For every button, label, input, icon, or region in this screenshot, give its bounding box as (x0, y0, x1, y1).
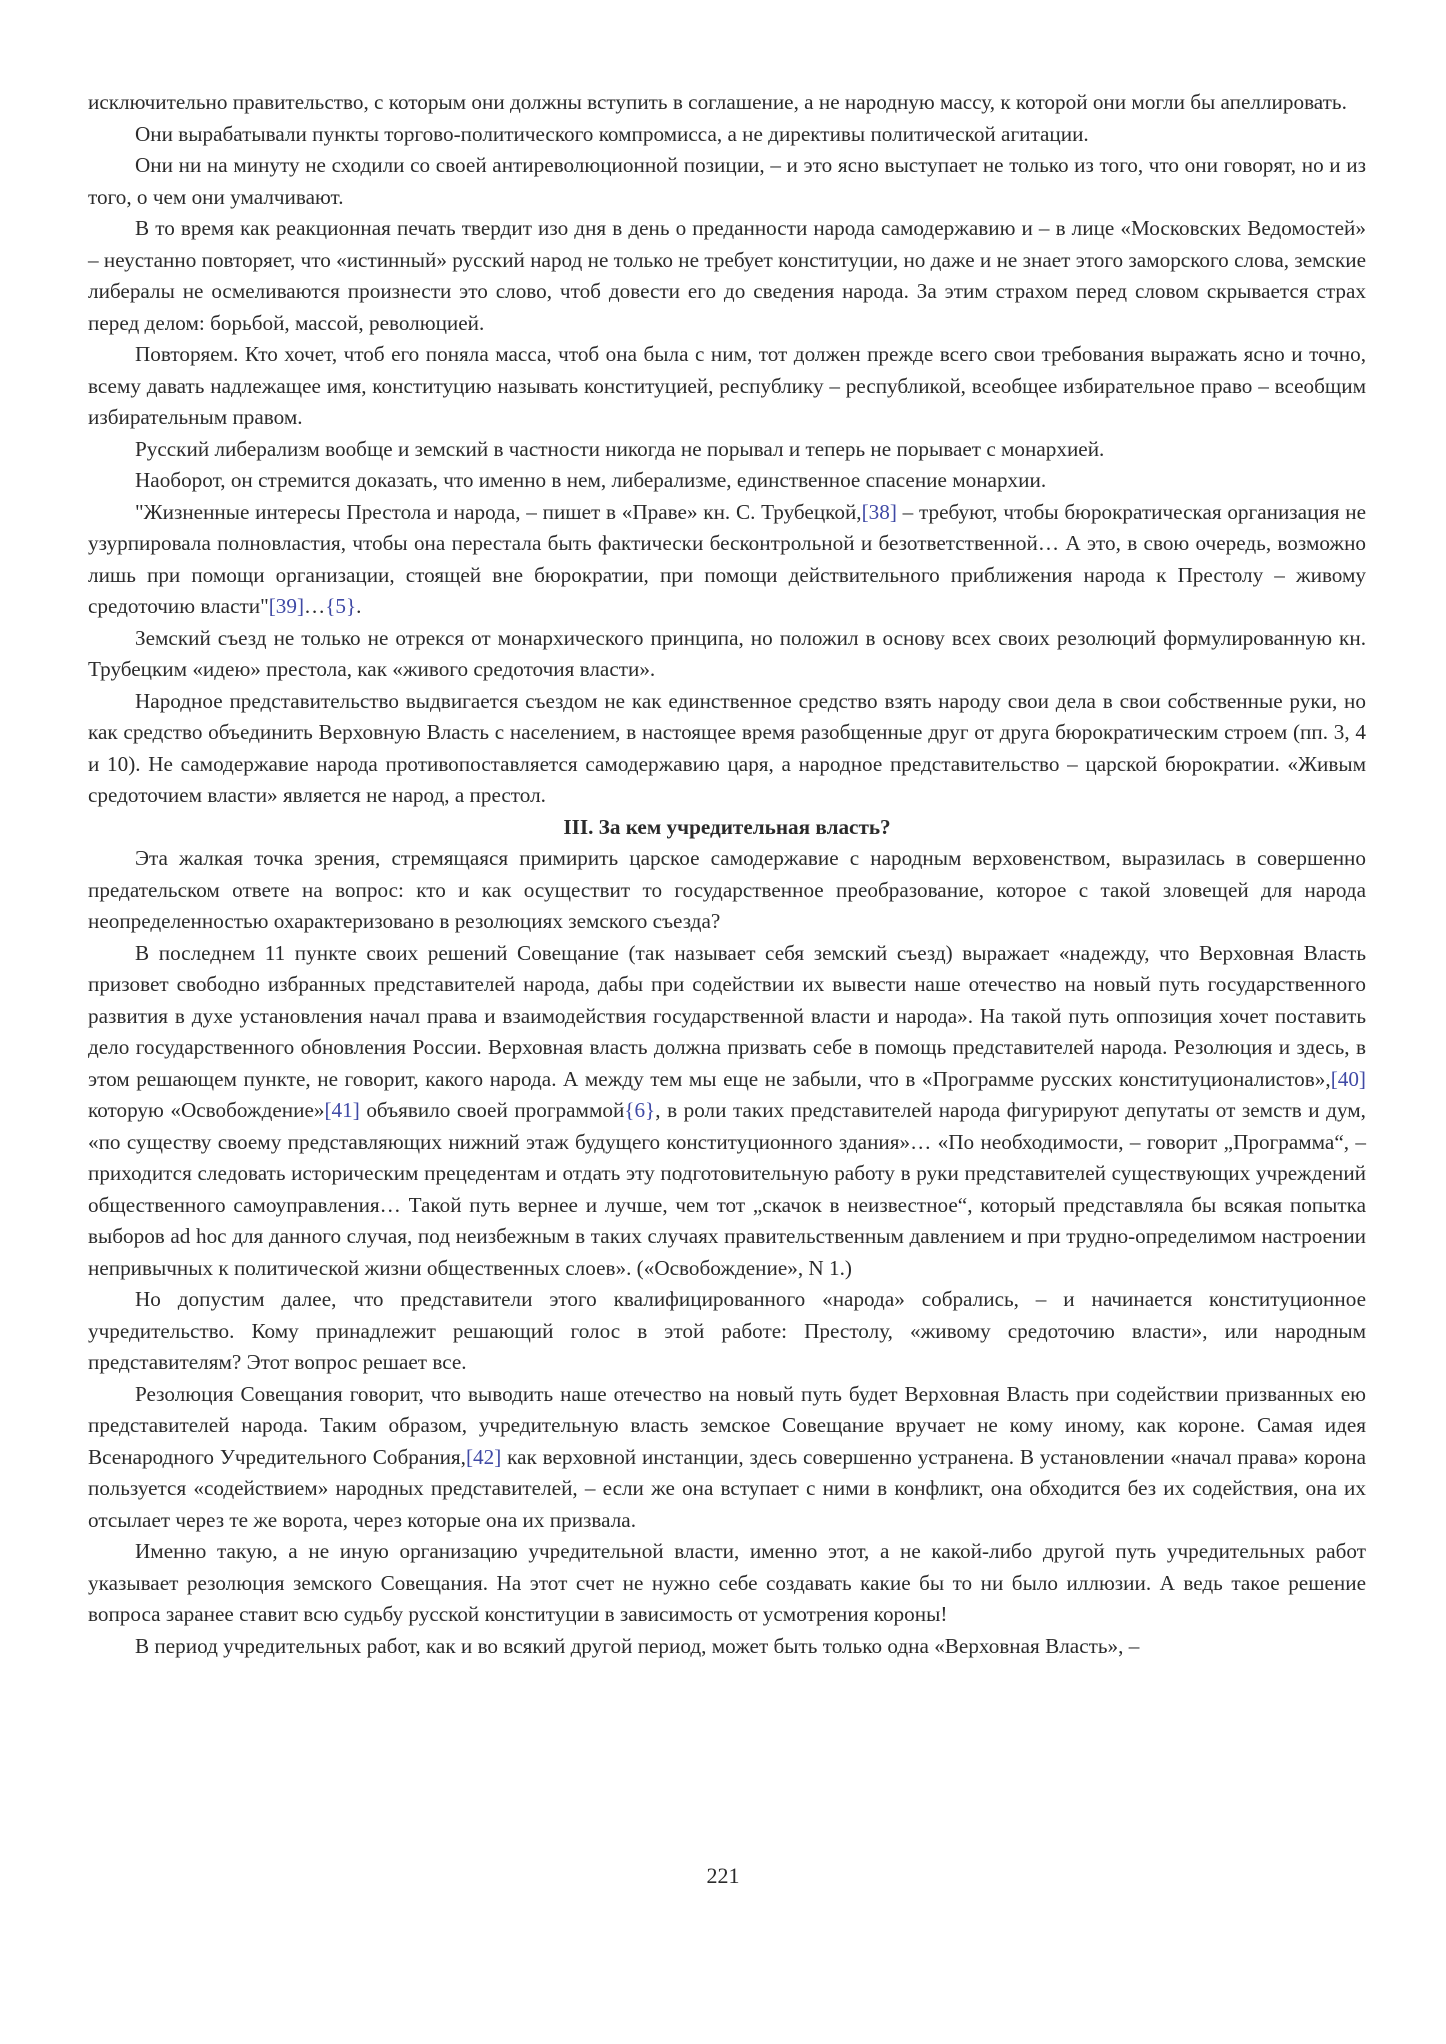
paragraph: Именно такую, а не иную организацию учредительной власти, именно этот, а не какой-либо другой путь учредительных работ указывает резолюция земского Совещания. На этот счет не нужно себе создавать какие бы то ни было иллюзии. А ведь такое решение вопроса заранее ставит всю судьбу русской конституции в зависимость от усмотрения короны! (88, 1539, 1366, 1626)
text-span: . (356, 594, 362, 618)
paragraph: Эта жалкая точка зрения, стремящаяся примирить царское самодержавие с народным верховенством, выразилась в совершенно предательском ответе на вопрос: кто и как осуществит то государственное преобразование, которое с такой зловещей для народа неопределенностью охарактеризовано в резолюциях земского съезда? (88, 846, 1366, 933)
paragraph: Земский съезд не только не отрекся от монархического принципа, но положил в основу всех своих резолюций формулированную кн. Трубецким «идею» престола, как «живого средоточия власти». (88, 625, 1366, 681)
footnote-link-41[interactable]: [41] (324, 1098, 360, 1122)
paragraph: Русский либерализм вообще и земский в частности никогда не порывал и теперь не порывает с монархией. (135, 436, 1105, 461)
text-span: которую «Освобождение» (88, 1098, 325, 1122)
text-span: объявило своей программой (359, 1098, 625, 1122)
paragraph: исключительно правительство, с которым они должны вступить в соглашение, а не народную массу, к которой они могли бы апеллировать. (88, 90, 1347, 114)
footnote-link-42[interactable]: [42] (465, 1444, 502, 1469)
page-body (88, 87, 1366, 1662)
text-span: "Жизненные интересы Престола и народа, – пишет в «Праве» кн. С. Трубецкой, (135, 499, 862, 524)
paragraph: Но допустим далее, что представители этого квалифицированного «народа» собрались, – и начинается конституционное учредительство. Кому принадлежит решающий голос в этой работе: Престолу, «живому средоточию власти», или народным представителям? Этот вопрос решает все. (88, 1287, 1366, 1374)
text-span: В последнем 11 пункте своих решений Совещание (так называет себя земский съезд) выражает «надежду, что Верховная Власть призовет свободно избранных представителей народа, дабы при содействии их вывести наше отечество на новый путь государственного развития в духе установления начал права и взаимодействия государственной власти и народа». На такой путь оппозиция хочет поставить дело государственного обновления России. Верховная власть должна призвать себе в помощь представителей народа. Резолюция и здесь, в этом решающем пункте, не говорит, какого народа. А между тем мы еще не забыли, что в «Программе русских конституционалистов», (88, 940, 1366, 1091)
paragraph: Повторяем. Кто хочет, чтоб его поняла масса, чтоб она была с ним, тот должен прежде всего свои требования выражать ясно и точно, всему давать надлежащее имя, конституцию называть конституцией, республику – республикой, всеобщее избирательное право – всеобщим избирательным правом. (88, 342, 1366, 429)
paragraph: Наоборот, он стремится доказать, что именно в нем, либерализме, единственное спасение монархии. (135, 468, 1047, 492)
footnote-link-40[interactable]: [40] (1330, 1066, 1366, 1091)
paragraph: Народное представительство выдвигается съездом не как единственное средство взять народу свои дела в свои собственные руки, но как средство объединить Верховную Власть с населением, в настоящее время разобщенные друг от друга бюрократическим строем (пп. 3, 4 и 10). Не самодержавие народа противопоставляется самодержавию царя, а народное представительство – царской бюрократии. «Живым средоточием власти» является не народ, а престол. (88, 688, 1366, 807)
footnote-link-6[interactable]: {6} (624, 1098, 656, 1122)
text-span: – требуют, чтобы бюрократическая организация не узурпировала полновластия, чтобы она перестала быть фактически бесконтрольной и безответственной… А это, в свою очередь, возможно лишь при помощи организации, стоящей вне бюрократии, при помощи действительного приближения народа к Престолу – живому средоточию власти" (88, 499, 1366, 618)
page-number: 221 (706, 1863, 740, 1888)
section-heading: III. За кем учредительная власть? (563, 814, 891, 839)
paragraph (88, 1379, 1366, 1537)
paragraph (88, 938, 1366, 1285)
paragraph: В период учредительных работ, как и во всякий другой период, может быть только одна «Верховная Власть», – (135, 1633, 1140, 1658)
footnote-link-39[interactable]: [39] (268, 594, 305, 618)
text-span: … (304, 594, 326, 618)
text-span: Резолюция Совещания говорит, что выводить наше отечество на новый путь будет Верховная Власть при содействии призванных ею представителей народа. Таким образом, учредительную власть земское Совещание вручает не кому иному, как короне. Самая идея Всенародного Учредительного Собрания, (88, 1381, 1366, 1469)
paragraph-quote (88, 497, 1366, 623)
paragraph: Они ни на минуту не сходили со своей антиреволюционной позиции, – и это ясно выступает не только из того, что они говорят, но и из того, о чем они умалчивают. (88, 153, 1366, 209)
paragraph: Они вырабатывали пункты торгово-политического компромисса, а не директивы политической агитации. (135, 121, 1089, 146)
text-span: как верховной инстанции, здесь совершенно устранена. В установлении «начал права» корона пользуется «содействием» народных представителей, – если же она вступает с ними в конфликт, она обходится без их содействия, она их отсылает через те же ворота, через которые она их призвала. (88, 1444, 1366, 1532)
footnote-link-38[interactable]: [38] (861, 499, 897, 524)
footnote-link-5[interactable]: {5} (325, 594, 357, 618)
text-span: , в роли таких представителей народа фигурируют депутаты от земств и дум, «по существу своему представляющих нижний этаж будущего конституционного здания»… «По необходимости, – говорит „Программа“, – приходится следовать историческим прецедентам и отдать эту подготовительную работу в руки представителей существующих учреждений общественного самоуправления… Такой путь вернее и лучше, чем тот „скачок в неизвестное“, который представляла бы всякая попытка выборов ad hoc для данного случая, под неизбежным в таких случаях правительственным давлением и при трудно-определимом настроении непривычных к политической жизни общественных слоев». («Освобождение», N 1.) (88, 1098, 1366, 1280)
paragraph: В то время как реакционная печать твердит изо дня в день о преданности народа самодержавию и – в лице «Московских Ведомостей» – неустанно повторяет, что «истинный» русский народ не только не требует конституции, но даже и не знает этого заморского слова, земские либералы не осмеливаются произнести это слово, чтоб довести его до сведения народа. За этим страхом перед словом скрывается страх перед делом: борьбой, массой, революцией. (88, 216, 1366, 335)
